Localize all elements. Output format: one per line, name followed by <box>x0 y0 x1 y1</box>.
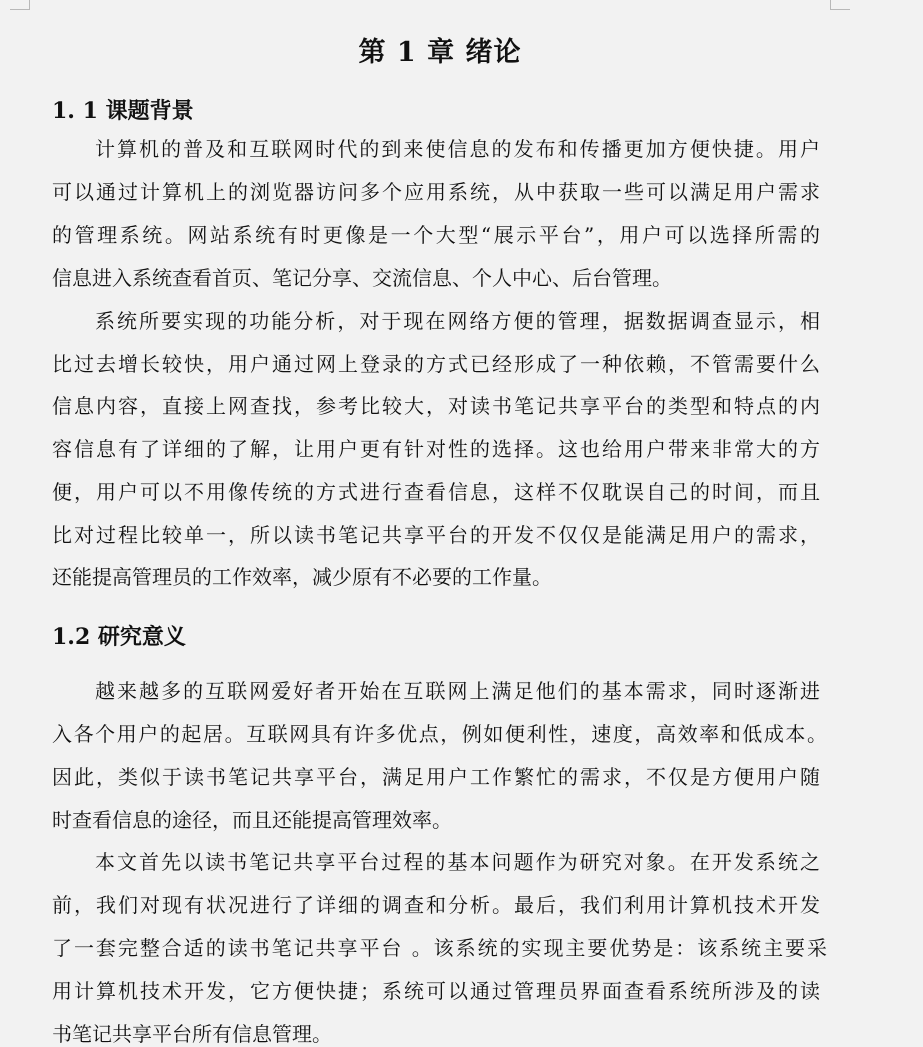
paragraph-line: 计算机的普及和互联网时代的到来使信息的发布和传播更加方便快捷。用户 <box>95 137 820 161</box>
paragraph-line: 系统所要实现的功能分析，对于现在网络方便的管理，据数据调查显示，相 <box>95 309 820 333</box>
paragraph-line: 容信息有了详细的了解，让用户更有针对性的选择。这也给用户带来非常大的方 <box>52 437 820 461</box>
section-heading-significance: 1.2 研究意义 <box>52 624 186 650</box>
paragraph-line: 信息内容，直接上网查找，参考比较大，对读书笔记共享平台的类型和特点的内 <box>52 394 820 418</box>
paragraph-line: 可以通过计算机上的浏览器访问多个应用系统，从中获取一些可以满足用户需求 <box>52 180 820 204</box>
paragraph-line: 比过去增长较快，用户通过网上登录的方式已经形成了一种依赖，不管需要什么 <box>52 352 820 376</box>
paragraph-line: 了一套完整合适的读书笔记共享平台 。该系统的实现主要优势是：该系统主要采 <box>52 936 827 960</box>
paragraph-line: 比对过程比较单一，所以读书笔记共享平台的开发不仅仅是能满足用户的需求， <box>52 523 820 547</box>
paragraph-line: 前，我们对现有状况进行了详细的调查和分析。最后，我们利用计算机技术开发 <box>52 893 820 917</box>
section-heading-background: 1. 1 课题背景 <box>52 98 194 124</box>
paragraph-line: 时查看信息的途径，而且还能提高管理效率。 <box>52 808 452 832</box>
chapter-title: 第 1 章 绪论 <box>358 37 522 68</box>
paragraph-line: 入各个用户的起居。互联网具有许多优点，例如便利性，速度，高效率和低成本。 <box>52 722 827 746</box>
paragraph-line: 越来越多的互联网爱好者开始在互联网上满足他们的基本需求，同时逐渐进 <box>95 679 820 703</box>
paragraph-line: 因此，类似于读书笔记共享平台，满足用户工作繁忙的需求，不仅是方便用户随 <box>52 765 820 789</box>
paragraph-line: 本文首先以读书笔记共享平台过程的基本问题作为研究对象。在开发系统之 <box>95 850 820 874</box>
page-corner-mark-right <box>830 0 850 10</box>
paragraph-line: 书笔记共享平台所有信息管理。 <box>52 1022 332 1046</box>
paragraph-line: 的管理系统。网站系统有时更像是一个大型“展示平台”，用户可以选择所需的 <box>52 223 820 247</box>
paragraph-line: 信息进入系统查看首页、笔记分享、交流信息、个人中心、后台管理。 <box>52 266 672 290</box>
page-corner-mark-left <box>10 0 30 10</box>
paragraph-line: 便，用户可以不用像传统的方式进行查看信息，这样不仅耽误自己的时间，而且 <box>52 480 820 504</box>
paragraph-line: 用计算机技术开发，它方便快捷；系统可以通过管理员界面查看系统所涉及的读 <box>52 979 820 1003</box>
paragraph-line: 还能提高管理员的工作效率，减少原有不必要的工作量。 <box>52 565 552 589</box>
